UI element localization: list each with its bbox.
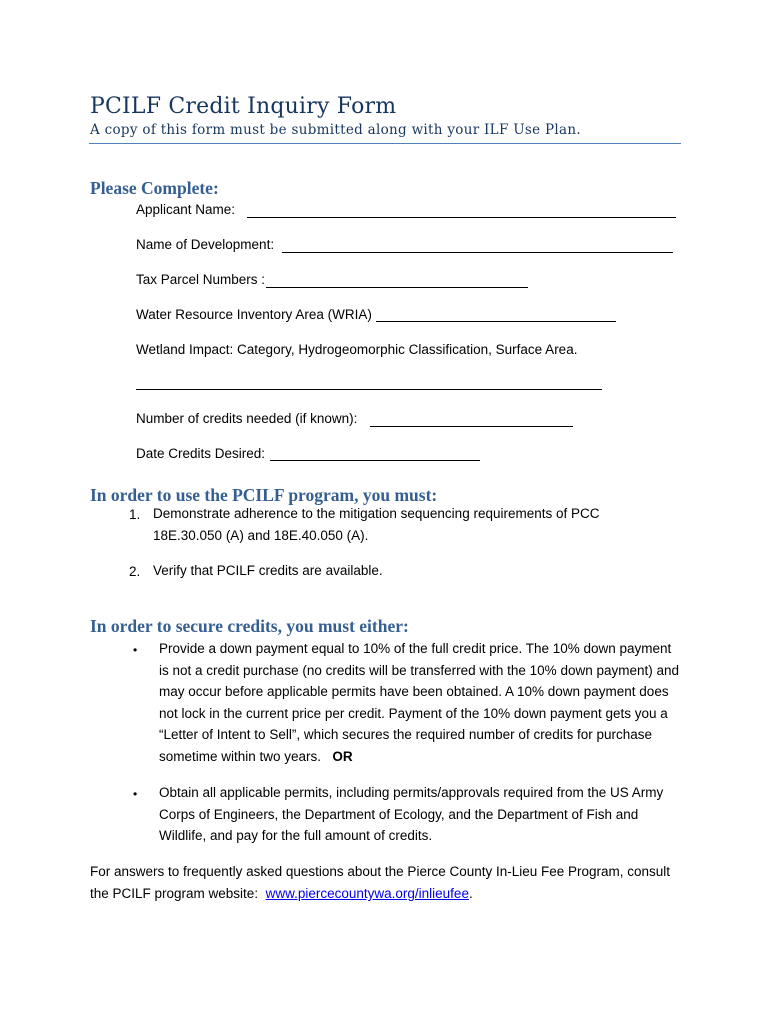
- program-website-link[interactable]: www.piercecountywa.org/inlieufee: [265, 886, 469, 901]
- credits-needed-field[interactable]: [370, 426, 573, 427]
- wria-field[interactable]: [376, 321, 616, 322]
- applicant-name-label: Applicant Name:: [136, 202, 236, 217]
- tax-parcel-label: Tax Parcel Numbers :: [136, 272, 266, 287]
- tax-parcel-field[interactable]: [266, 287, 528, 288]
- credits-needed-label: Number of credits needed (if known):: [136, 411, 358, 426]
- wetland-impact-field[interactable]: [136, 389, 602, 390]
- footer-text: For answers to frequently asked questions about the Pierce County In-Lieu Fee Program, consult the PCILF program website:: [90, 864, 671, 901]
- section-heading-secure-credits: In order to secure credits, you must either:: [90, 616, 409, 636]
- page-title: PCILF Credit Inquiry Form: [90, 94, 397, 119]
- section-heading-complete: Please Complete:: [90, 178, 219, 198]
- applicant-name-field[interactable]: [247, 217, 676, 218]
- section-heading-use-program: In order to use the PCILF program, you must:: [90, 485, 438, 505]
- page-subtitle: A copy of this form must be submitted along with your ILF Use Plan.: [90, 122, 581, 138]
- list-item: [159, 638, 679, 767]
- date-desired-label: Date Credits Desired:: [136, 446, 266, 461]
- development-name-label: Name of Development:: [136, 237, 275, 252]
- wetland-impact-label: Wetland Impact: Category, Hydrogeomorphic Classification, Surface Area.: [136, 342, 578, 357]
- wria-label: Water Resource Inventory Area (WRIA): [136, 307, 372, 322]
- list-item-text: Verify that PCILF credits are available.: [153, 563, 383, 578]
- list-item-text: Demonstrate adherence to the mitigation sequencing requirements of PCC 18E.30.050 (A) and 18E.40.050 (A).: [153, 506, 600, 543]
- list-item-text: Provide a down payment equal to 10% of the full credit price. The 10% down payment is not a credit purchase (no credits will be transferred with the 10% down payment) and may occur before applicable permits have been obtained. A 10% down payment does not lock in the current price per credit. Payment of the 10% down payment gets you a “Letter of Intent to Sell”, which secures the required number of credits for purchase sometime within two years.: [159, 641, 680, 764]
- list-item-number: 2.: [129, 564, 141, 579]
- date-desired-field[interactable]: [270, 460, 480, 461]
- development-name-field[interactable]: [282, 252, 673, 253]
- title-divider: [89, 143, 681, 144]
- list-item-text: Obtain all applicable permits, including permits/approvals required from the US Army Corps of Engineers, the Department of Ecology, and the Department of Fish and Wildlife, and pay for the full amount of credits.: [159, 785, 664, 843]
- or-emphasis: OR: [332, 748, 353, 764]
- list-item-number: 1.: [129, 507, 141, 522]
- footer-paragraph: [90, 861, 690, 905]
- footer-period: .: [468, 886, 473, 901]
- bullet-glyph: •: [133, 643, 138, 657]
- bullet-glyph: •: [133, 787, 138, 801]
